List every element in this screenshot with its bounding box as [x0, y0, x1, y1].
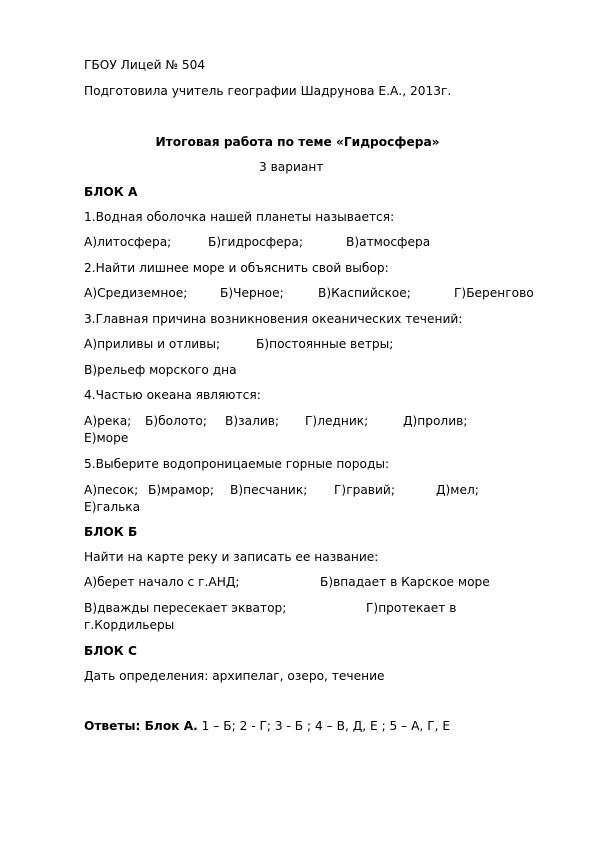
- q1-option-a: А)литосфера;: [84, 235, 172, 249]
- school-name: ГБОУ Лицей № 504: [84, 58, 206, 72]
- question-1: 1.Водная оболочка нашей планеты называется:: [84, 210, 395, 224]
- variant-label: 3 вариант: [259, 160, 324, 174]
- block-b-heading: БЛОК Б: [84, 525, 138, 539]
- q4-option-e: Д)пролив;: [403, 414, 468, 428]
- q2-option-a: А)Средиземное;: [84, 286, 188, 300]
- answers-text: 1 – Б; 2 - Г; 3 - Б ; 4 – В, Д, Е ; 5 – А, Г, Е: [197, 719, 451, 733]
- q5-option-b: Б)мрамор;: [148, 483, 215, 497]
- question-5: 5.Выберите водопроницаемые горные породы:: [84, 457, 390, 471]
- answers-line: [84, 718, 450, 734]
- block-b-task: Найти на карте реку и записать ее название:: [84, 550, 379, 564]
- q2-option-c: В)Каспийское;: [318, 286, 411, 300]
- question-3: 3.Главная причина возникновения океанических течений:: [84, 312, 463, 326]
- q5-option-d: Г)гравий;: [334, 483, 395, 497]
- q3-option-a: А)приливы и отливы;: [84, 337, 221, 351]
- q2-option-d: Г)Беренгово: [454, 286, 534, 300]
- answers-label: Ответы: Блок А.: [84, 719, 198, 733]
- q5-option-f: Е)галька: [84, 500, 141, 514]
- question-2-options: [84, 285, 534, 301]
- question-5-options: [84, 482, 479, 498]
- question-4: 4.Частью океана являются:: [84, 388, 261, 402]
- block-a-heading: БЛОК А: [84, 185, 138, 199]
- q4-option-a: А)река;: [84, 414, 132, 428]
- block-c-task: Дать определения: архипелаг, озеро, течение: [84, 669, 385, 683]
- block-b-options-row-1: [84, 574, 490, 590]
- q2-option-b: Б)Черное;: [220, 286, 284, 300]
- q4-option-d: Г)ледник;: [305, 414, 369, 428]
- q5-option-a: А)песок;: [84, 483, 139, 497]
- q5-option-c: В)песчаник;: [230, 483, 308, 497]
- river-option-d-continuation: г.Кордильеры: [84, 618, 175, 632]
- q1-option-b: Б)гидросфера;: [208, 235, 303, 249]
- author-line: Подготовила учитель географии Шадрунова Е.А., 2013г.: [84, 84, 452, 98]
- river-option-d-part: Г)протекает в: [366, 601, 457, 615]
- river-option-a: А)берет начало с г.АНД;: [84, 575, 240, 589]
- q5-option-e: Д)мел;: [436, 483, 479, 497]
- block-c-heading: БЛОК С: [84, 644, 137, 658]
- question-2: 2.Найти лишнее море и объяснить свой выбор:: [84, 261, 389, 275]
- question-3-options: [84, 336, 393, 352]
- block-b-options-row-2: [84, 600, 456, 616]
- q4-option-c: В)залив;: [225, 414, 280, 428]
- river-option-b: Б)впадает в Карское море: [320, 575, 490, 589]
- page-title: Итоговая работа по теме «Гидросфера»: [155, 135, 440, 149]
- q1-option-c: В)атмосфера: [346, 235, 431, 249]
- q3-option-c: В)рельеф морского дна: [84, 363, 237, 377]
- river-option-c: В)дважды пересекает экватор;: [84, 601, 287, 615]
- question-4-options: [84, 413, 467, 429]
- q3-option-b: Б)постоянные ветры;: [256, 337, 394, 351]
- q4-option-b: Б)болото;: [145, 414, 207, 428]
- q4-option-f: Е)море: [84, 431, 129, 445]
- question-1-options: [84, 234, 430, 250]
